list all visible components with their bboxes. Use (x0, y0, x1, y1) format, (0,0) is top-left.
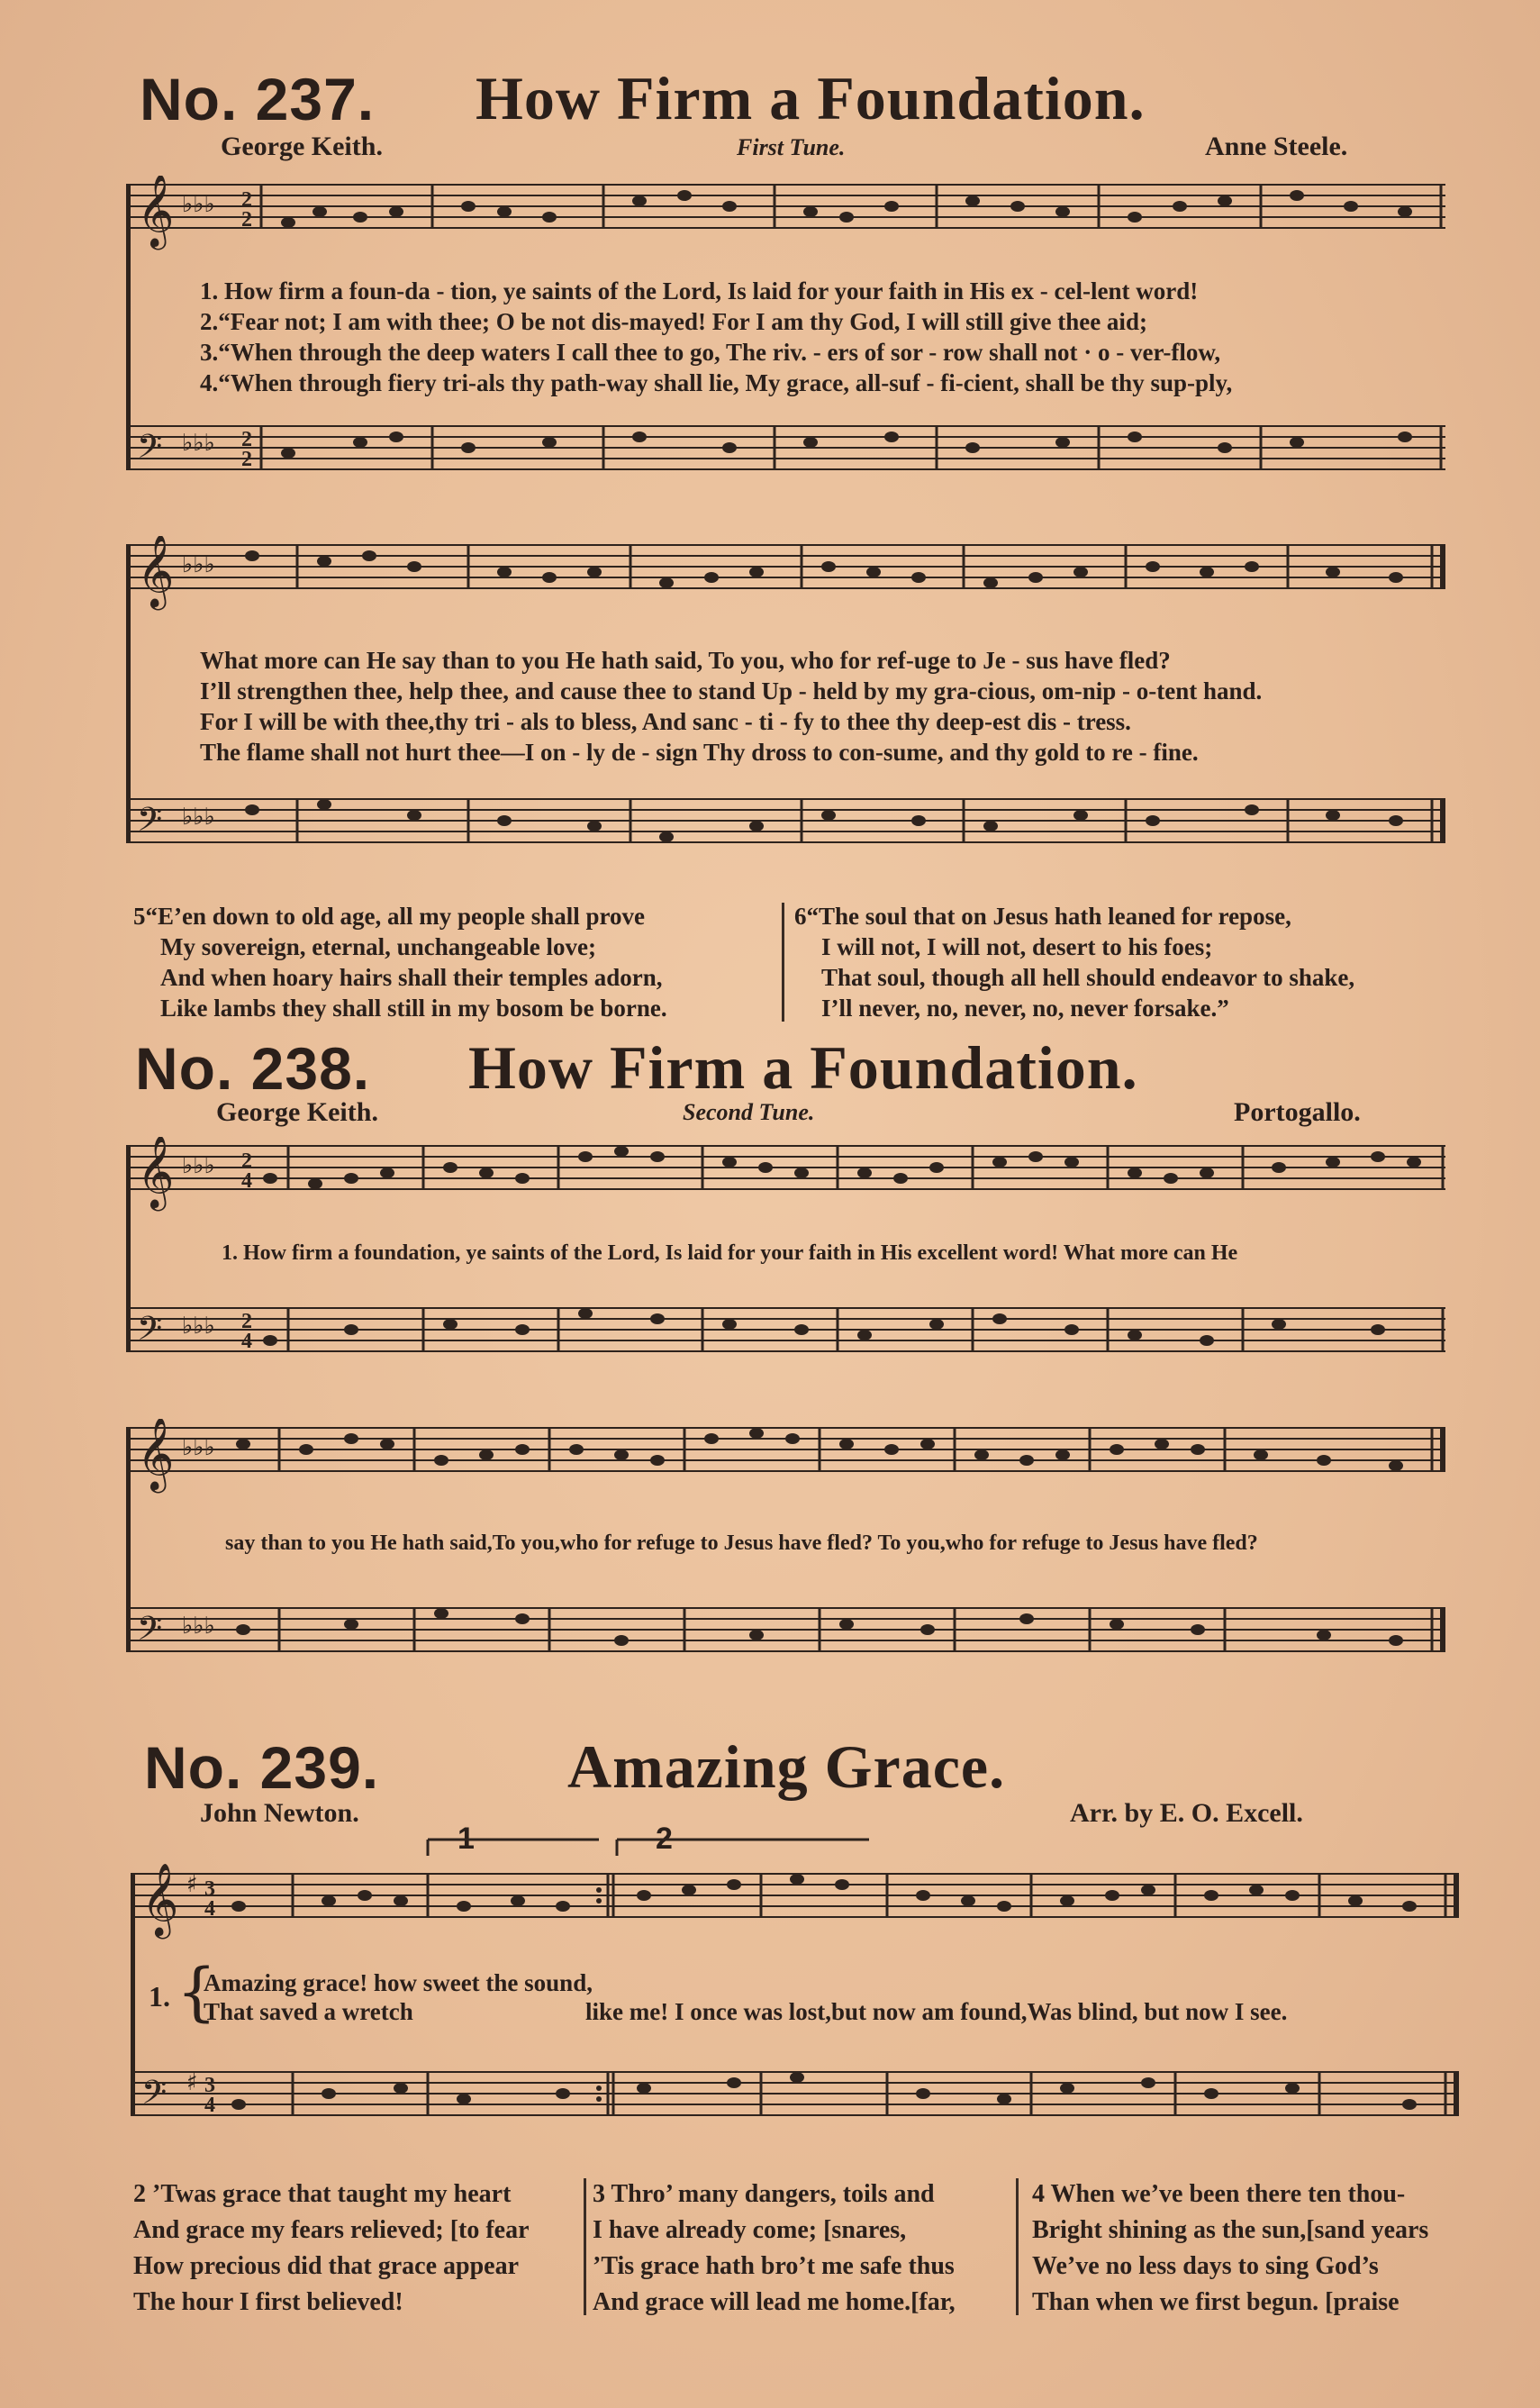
verse5-line3: And when hoary hairs shall their temples adorn, (160, 964, 663, 991)
hymn-239-title: Amazing Grace. (567, 1732, 1006, 1801)
hymn-237-verse-divider (782, 903, 784, 1022)
hymn-239-line-c: like me! I once was lost,but now am found,Was blind, but now I see. (585, 1998, 1288, 2025)
svg-text:2: 2 (241, 1310, 252, 1333)
hymn-237-staff-system-1 (126, 176, 1450, 500)
hymn-238-composer: George Keith. (216, 1097, 378, 1127)
verse4-line2: Bright shining as the sun,[sand years (1032, 2216, 1429, 2244)
verse5-line1: 5“E’en down to old age, all my people shall prove (133, 903, 646, 930)
hymn-238-staff-system-1 (126, 1137, 1450, 1407)
verse2-line2: And grace my fears relieved; [to fear (133, 2216, 530, 2244)
svg-text:𝄞: 𝄞 (141, 1862, 179, 1936)
svg-text:𝄞: 𝄞 (137, 1419, 175, 1490)
verse4-line4: Than when we first begun. [praise (1032, 2288, 1400, 2316)
svg-text:♯: ♯ (186, 1871, 198, 1898)
verse3-line4: And grace will lead me home.[far, (593, 2288, 956, 2316)
svg-text:𝄢: 𝄢 (137, 428, 163, 474)
hymn-237-verse6 (794, 901, 1354, 1023)
hymn-237-composer: George Keith. (221, 132, 383, 161)
svg-text:4: 4 (241, 1330, 252, 1353)
hymn-239-divider-1 (584, 2178, 586, 2315)
hymn-237-arranger: Anne Steele. (1205, 132, 1348, 161)
hymn-239-verse2 (133, 2176, 530, 2321)
hymn-237-line1-verse2: 2.“Fear not; I am with thee; O be not dis-mayed! For I am thy God, I will still give thee aid; (200, 308, 1147, 335)
hymn-239-verse-number: 1. (149, 1980, 170, 2013)
hymn-237-tune: First Tune. (737, 134, 846, 160)
hymn-239-divider-2 (1016, 2178, 1019, 2315)
svg-text:𝄞: 𝄞 (137, 536, 175, 607)
svg-text:♭♭♭: ♭♭♭ (182, 430, 215, 457)
hymn-239-verse4 (1032, 2176, 1428, 2321)
hymn-239-verse3 (593, 2176, 956, 2321)
svg-text:3: 3 (204, 2074, 215, 2097)
svg-text:♭♭♭: ♭♭♭ (182, 1152, 215, 1179)
first-ending-label: 1 (457, 1822, 475, 1856)
svg-text:𝄢: 𝄢 (141, 2074, 168, 2120)
hymn-239-number: No. 239. (144, 1734, 380, 1801)
svg-text:♯: ♯ (186, 2069, 198, 2096)
verse6-line2: I will not, I will not, desert to his foes; (821, 933, 1213, 960)
svg-text:♭♭♭: ♭♭♭ (182, 1313, 215, 1340)
hymn-239-arranger: Arr. by E. O. Excell. (1070, 1798, 1303, 1828)
verse2-line1: 2 ’Twas grace that taught my heart (133, 2180, 512, 2208)
hymn-238-line1: 1. How firm a foundation, ye saints of the Lord, Is laid for your faith in His excellent word! What more can He (222, 1241, 1238, 1265)
hymn-238-line2: say than to you He hath said,To you,who for refuge to Jesus have fled? To you,who for refuge to Jesus have fled? (225, 1531, 1258, 1555)
svg-text:4: 4 (204, 2094, 215, 2117)
hymn-238-number: No. 238. (135, 1035, 371, 1102)
hymn-237-line1-verse3: 3.“When through the deep waters I call thee to go, The riv. - ers of sor - row shall not · o - ver-flow, (200, 339, 1221, 366)
svg-text:4: 4 (241, 1169, 252, 1193)
svg-text:4: 4 (204, 1897, 215, 1921)
verse2-line3: How precious did that grace appear (133, 2252, 520, 2280)
svg-text:2: 2 (241, 448, 252, 471)
svg-text:2: 2 (241, 1149, 252, 1173)
svg-text:2: 2 (241, 208, 252, 232)
second-ending-label: 2 (656, 1822, 673, 1856)
svg-text:2: 2 (241, 428, 252, 451)
verse6-line4: I’ll never, no, never, no, never forsake.” (821, 995, 1229, 1022)
verse5-line4: Like lambs they shall still in my bosom be borne. (160, 995, 667, 1022)
hymn-237-title: How Firm a Foundation. (476, 64, 1146, 132)
hymn-239-line-a: Amazing grace! how sweet the sound, (204, 1969, 593, 1996)
hymn-237-line2-verse1: What more can He say than to you He hath said, To you, who for ref-uge to Je - sus have fled? (200, 647, 1171, 674)
svg-text:3: 3 (204, 1877, 215, 1901)
hymn-237-line2-verse3: For I will be with thee,thy tri - als to bless, And sanc - ti - fy to thee thy deep-est dis - tress. (200, 708, 1131, 735)
svg-text:𝄞: 𝄞 (137, 176, 175, 247)
hymn-237-verse5 (133, 901, 667, 1023)
verse4-line1: 4 When we’ve been there ten thou- (1032, 2180, 1406, 2208)
verse3-line1: 3 Thro’ many dangers, toils and (593, 2180, 935, 2208)
hymn-238-arranger: Portogallo. (1234, 1097, 1361, 1127)
verse6-line1: 6“The soul that on Jesus hath leaned for repose, (794, 903, 1291, 930)
svg-text:𝄞: 𝄞 (137, 1137, 175, 1208)
svg-text:𝄢: 𝄢 (137, 801, 163, 847)
hymn-238-title: How Firm a Foundation. (468, 1033, 1138, 1102)
svg-text:♭♭♭: ♭♭♭ (182, 1613, 215, 1640)
hymn-238-staff-system-2 (126, 1419, 1450, 1698)
hymn-237-number: No. 237. (140, 66, 376, 132)
verse4-line3: We’ve no less days to sing God’s (1032, 2252, 1379, 2280)
verse3-line3: ’Tis grace hath bro’t me safe thus (593, 2252, 955, 2280)
hymn-237-line2-verse2: I’ll strengthen thee, help thee, and cause thee to stand Up - held by my gra-cious, om-nip - o-tent hand. (200, 677, 1263, 704)
hymn-237-line1-verse1: 1. How firm a foun-da - tion, ye saints of the Lord, Is laid for your faith in His ex - cel-lent word! (200, 277, 1199, 304)
svg-text:𝄢: 𝄢 (137, 1610, 163, 1656)
hymn-237-line1-verse4: 4.“When through fiery tri-als thy path-way shall lie, My grace, all-suf - fi-cient, shall be thy sup-ply, (200, 369, 1233, 396)
verse6-line3: That soul, though all hell should endeavor to shake, (821, 964, 1355, 991)
svg-text:𝄢: 𝄢 (137, 1310, 163, 1356)
verse5-line2: My sovereign, eternal, unchangeable love; (160, 933, 596, 960)
verse-brace: { (177, 1955, 217, 2029)
svg-text:♭♭♭: ♭♭♭ (182, 551, 215, 578)
hymn-239-line-b: That saved a wretch (204, 1998, 413, 2025)
verse2-line4: The hour I first believed! (133, 2288, 403, 2316)
verse3-line2: I have already come; [snares, (593, 2216, 907, 2244)
hymn-238-tune: Second Tune. (683, 1099, 815, 1125)
svg-text:♭♭♭: ♭♭♭ (182, 191, 215, 218)
svg-text:♭♭♭: ♭♭♭ (182, 1434, 215, 1461)
svg-text:♭♭♭: ♭♭♭ (182, 804, 215, 831)
svg-text:2: 2 (241, 188, 252, 212)
hymn-237-line2-verse4: The flame shall not hurt thee—I on - ly de - sign Thy dross to con-sume, and thy gold to re - fine. (200, 739, 1199, 766)
hymn-239-composer: John Newton. (200, 1798, 359, 1828)
